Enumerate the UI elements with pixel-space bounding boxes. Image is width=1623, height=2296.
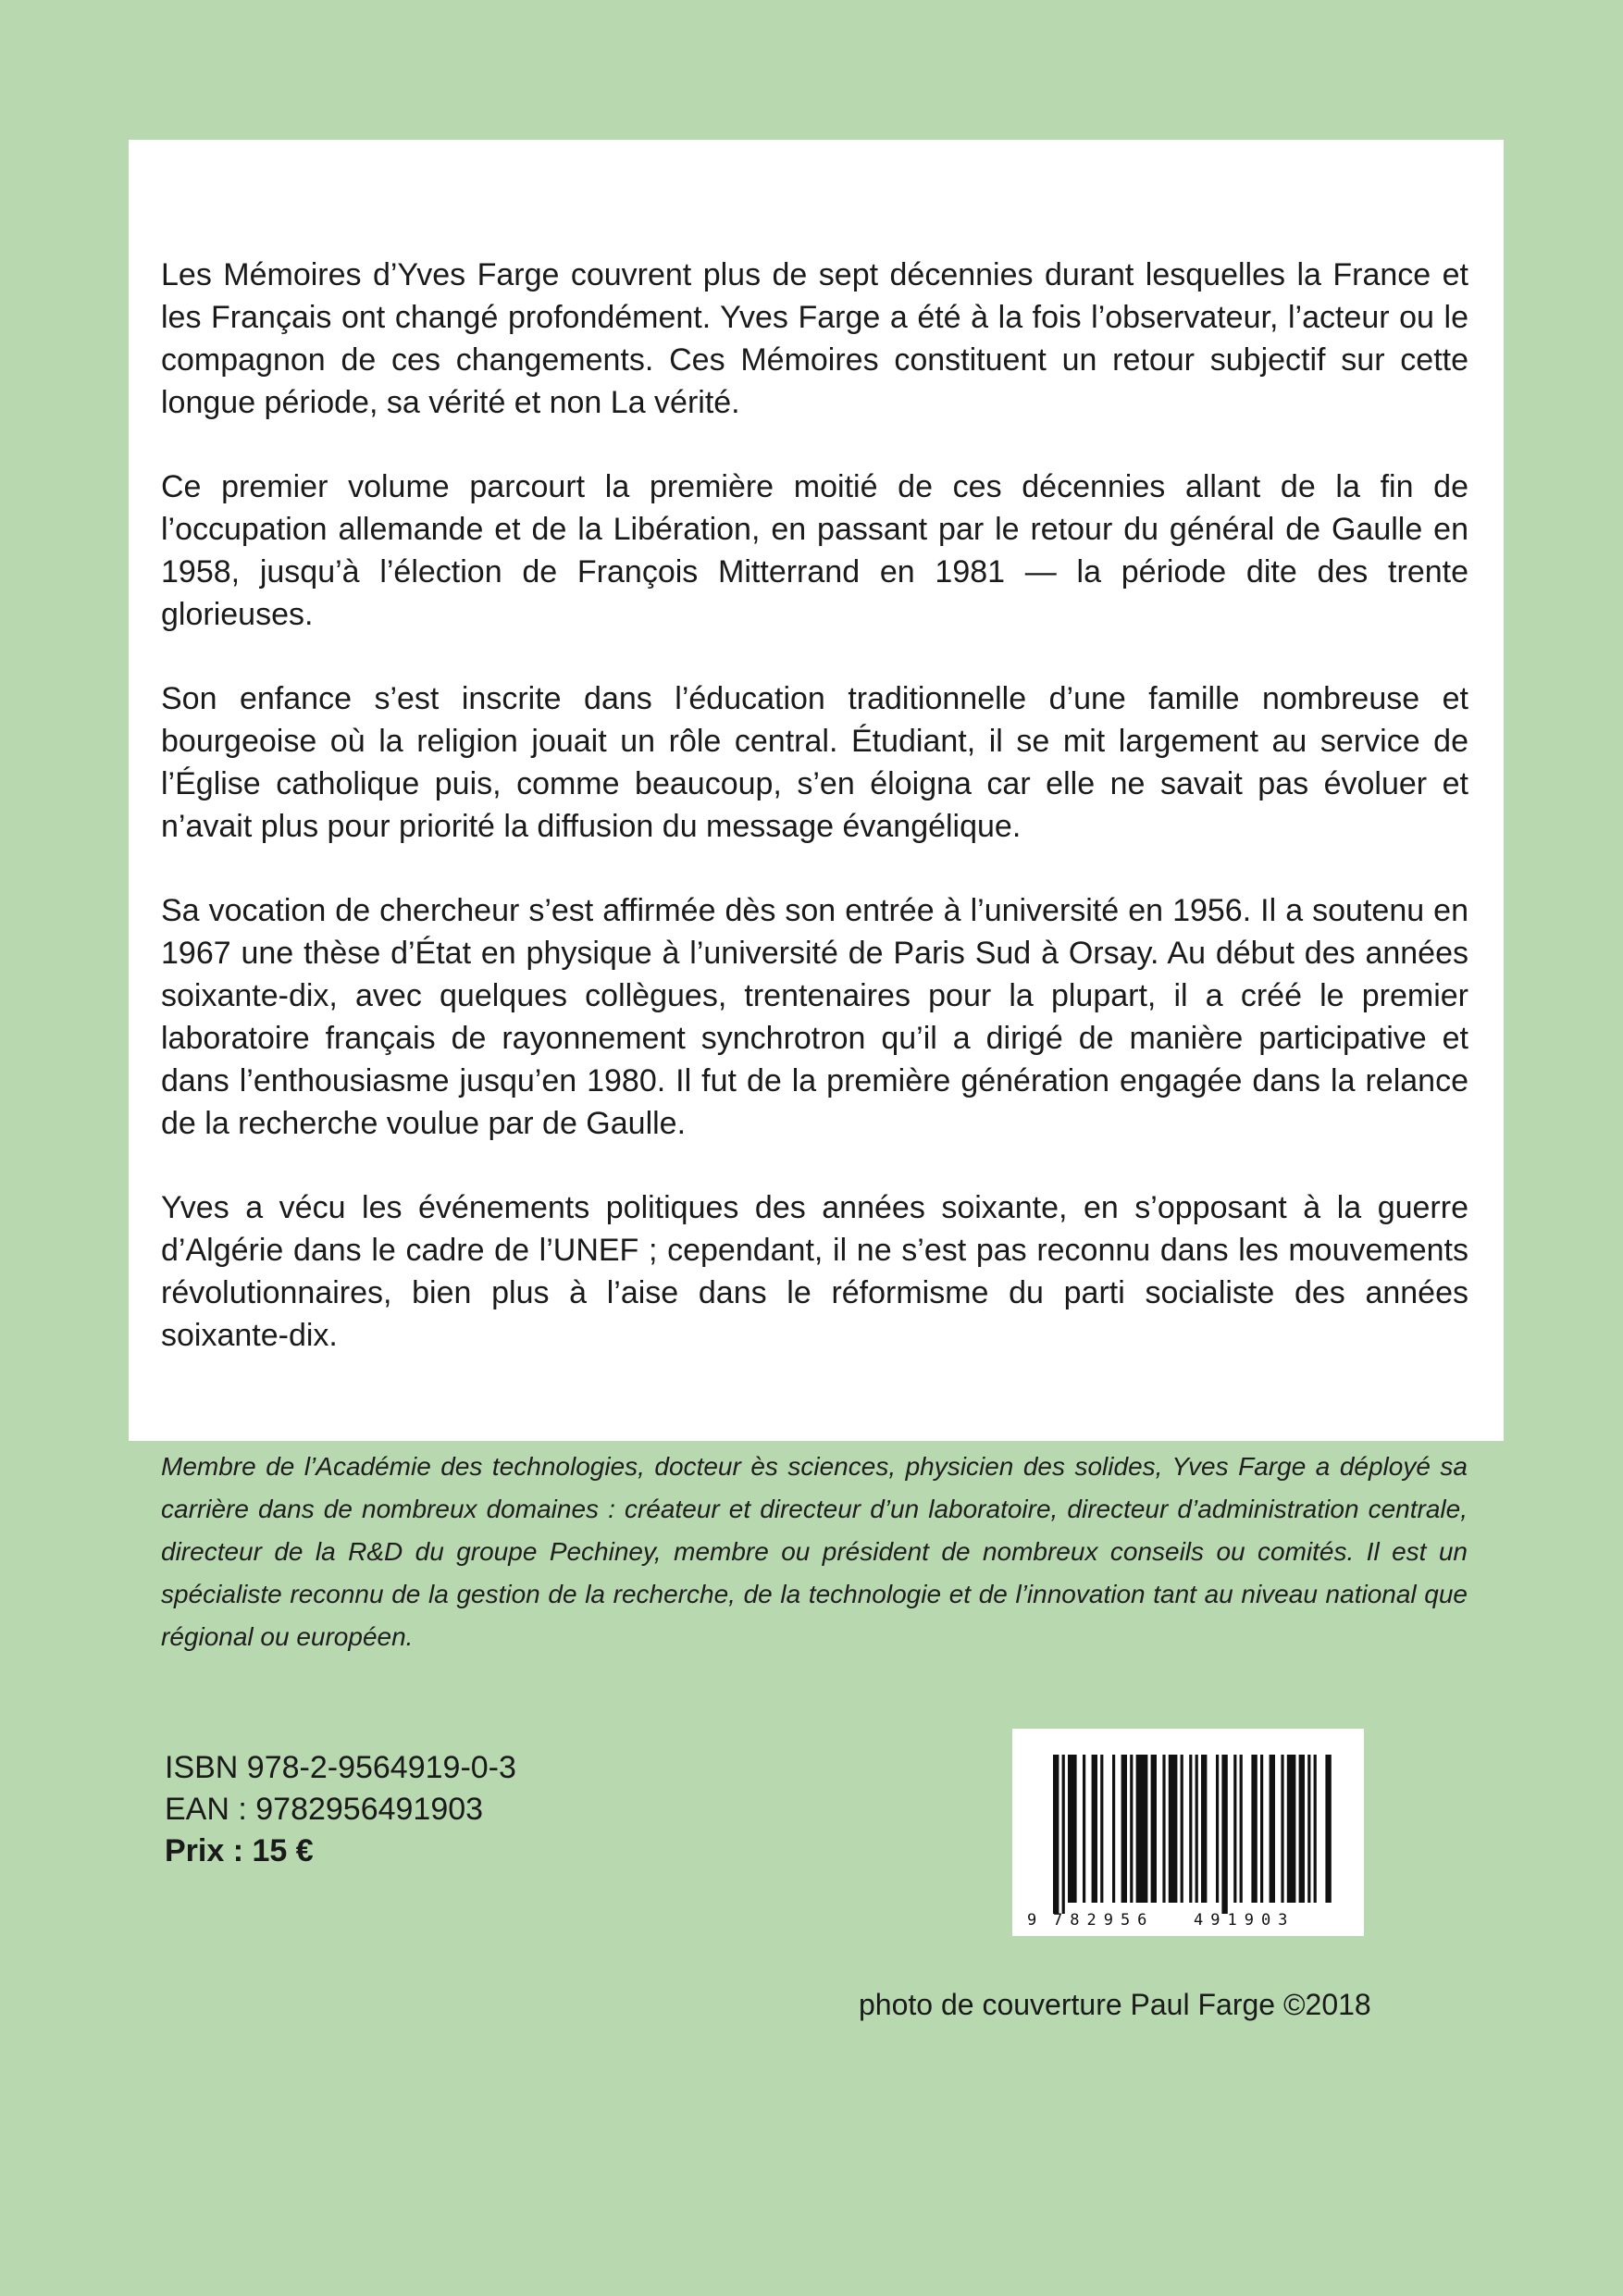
barcode-bar [1299, 1755, 1305, 1903]
cover-photo-credit: photo de couverture Paul Farge ©2018 [859, 1988, 1371, 2021]
publication-info [165, 1747, 516, 1872]
barcode-bar [1112, 1755, 1115, 1903]
barcode-bar [1287, 1755, 1296, 1903]
barcode-bar [1196, 1755, 1198, 1903]
barcode-bar [1092, 1755, 1097, 1903]
barcode-bar [1216, 1755, 1219, 1903]
barcode-graphic [1012, 1729, 1364, 1936]
barcode-bar [1053, 1755, 1059, 1914]
barcode-bar [1314, 1755, 1317, 1903]
barcode-bar [1169, 1755, 1178, 1903]
barcode-bar [1189, 1755, 1192, 1903]
barcode-bar [1068, 1755, 1077, 1903]
barcode-bar [1162, 1755, 1165, 1903]
barcode-bar [1130, 1755, 1133, 1903]
barcode-bar [1233, 1755, 1236, 1903]
barcode-bar [1270, 1755, 1275, 1903]
barcode-bar [1100, 1755, 1103, 1903]
barcode-digit-first: 9 [1027, 1911, 1037, 1930]
barcode-bar [1151, 1755, 1157, 1903]
summary-paragraph-1: Les Mémoires d’Yves Farge couvrent plus de sept décennies durant lesquelles la France et les Français ont changé profondément. Yves Farge a été à la fois l’observateur, l’acteur ou le compagnon de ces changements. Ces Mémoires constituent un retour subjectif sur cette longue période, sa vérité et non La vérité. [161, 257, 1468, 420]
barcode-bar [1181, 1755, 1183, 1903]
summary-paragraph-4: Sa vocation de chercheur s’est affirmée dès son entrée à l’université en 1956. Il a soutenu en 1967 une thèse d’État en physique à l’université de Paris Sud à Orsay. Au début des années soixante-dix, avec quelques collègues, trentenaires pour la plupart, il a créé le premier laboratoire français de rayonnement synchrotron qu’il a dirigé de manière participative et dans l’enthousiasme jusqu’en 1980. Il fut de la première génération engagée dans la relance de la recherche voulue par de Gaulle. [161, 893, 1468, 1141]
barcode-bar [1221, 1755, 1227, 1914]
summary-paragraph-5: Yves a vécu les événements politiques des années soixante, en s’opposant à la guerre d’Algérie dans le cadre de l’UNEF ; cependant, il ne s’est pas reconnu dans les mouvements révolutionnaires, bien plus à l’aise dans le réformisme du parti socialiste des années soixante-dix. [161, 1190, 1468, 1353]
barcode [1012, 1729, 1364, 1936]
barcode-bar [1240, 1755, 1243, 1903]
barcode-digits-left: 782956 [1053, 1911, 1155, 1930]
barcode-bar [1307, 1755, 1310, 1903]
barcode-bar [1251, 1755, 1257, 1903]
author-bio: Membre de l’Académie des technologies, docteur ès sciences, physicien des solides, Yves Farge a déployé sa carrière dans de nombreux domaines : créateur et directeur d’un laboratoire, directeur d’administration centrale, directeur de la R&D du groupe Pechiney, membre ou président de nombreux conseils ou comités. Il est un spécialiste reconnu de la gestion de la recherche, de la technologie et de l’innovation tant au niveau national que régional ou européen. [161, 1452, 1468, 1651]
barcode-bar [1083, 1755, 1085, 1903]
barcode-bar [1121, 1755, 1127, 1903]
barcode-bar [1201, 1755, 1207, 1903]
barcode-bar [1136, 1755, 1148, 1903]
isbn-number: ISBN 978-2-9564919-0-3 [165, 1750, 516, 1785]
barcode-bar [1062, 1755, 1065, 1914]
barcode-bar [1260, 1755, 1263, 1903]
summary-paragraph-2: Ce premier volume parcourt la première moitié de ces décennies allant de la fin de l’occupation allemande et de la Libération, en passant par le retour du général de Gaulle en 1958, jusqu’à l’élection de François Mitterrand en 1981 — la période dite des trente glorieuses. [161, 469, 1468, 632]
price-label: Prix : 15 € [165, 1833, 314, 1868]
barcode-digits-right: 491903 [1194, 1911, 1295, 1930]
summary-panel [129, 140, 1504, 1441]
ean-number: EAN : 9782956491903 [165, 1792, 484, 1827]
barcode-bar [1281, 1755, 1283, 1903]
barcode-bar [1325, 1755, 1331, 1903]
summary-paragraph-3: Son enfance s’est inscrite dans l’éducation traditionnelle d’une famille nombreuse et bourgeoise où la religion jouait un rôle central. Étudiant, il se mit largement au service de l’Église catholique puis, comme beaucoup, s’en éloigna car elle ne savait pas évoluer et n’avait plus pour priorité la diffusion du message évangélique. [161, 681, 1468, 844]
